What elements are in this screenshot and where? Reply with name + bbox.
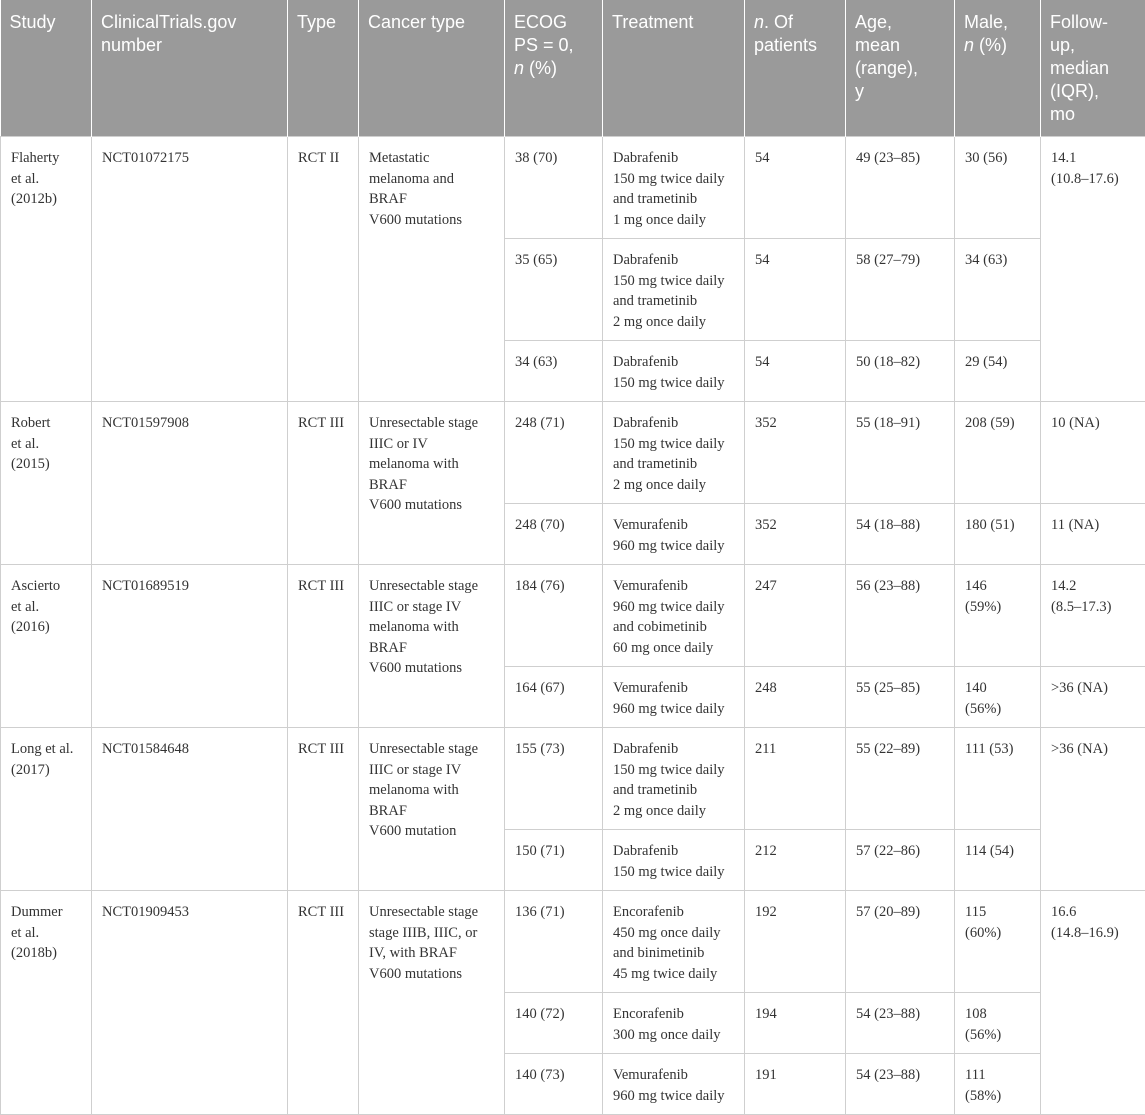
ecog-cell-text: 248 (71) — [515, 413, 592, 434]
study-cell-text: (2017) — [11, 760, 81, 781]
ecog-cell — [505, 239, 603, 341]
treatment-cell-text: 150 mg twice daily — [613, 373, 734, 394]
cancer-type-cell-text: melanoma with — [369, 780, 494, 801]
study-cell-text: Flaherty — [11, 148, 81, 169]
type-cell-text: RCT III — [298, 413, 348, 434]
ecog-cell — [505, 728, 603, 830]
treatment-cell-text: 960 mg twice daily — [613, 597, 734, 618]
male-cell — [955, 137, 1041, 239]
male-cell-text: (56%) — [965, 1025, 1030, 1046]
ecog-cell — [505, 137, 603, 239]
nct-number-cell-text: NCT01689519 — [102, 576, 277, 597]
treatment-cell — [603, 565, 745, 667]
age-cell — [846, 402, 955, 504]
cancer-type-cell — [359, 565, 505, 728]
male-cell-text: (60%) — [965, 923, 1030, 944]
follow-up-cell-text: (10.8–17.6) — [1051, 169, 1135, 190]
cancer-type-cell-text: Unresectable stage — [369, 413, 494, 434]
ecog-cell-text: 140 (73) — [515, 1065, 592, 1086]
age-cell-text: 57 (22–86) — [856, 841, 944, 862]
treatment-cell-text: Encorafenib — [613, 902, 734, 923]
treatment-cell-text: 960 mg twice daily — [613, 1086, 734, 1107]
type-cell — [288, 891, 359, 1115]
type-cell-text: RCT II — [298, 148, 348, 169]
cancer-type-cell-text: stage IIIB, IIIC, or — [369, 923, 494, 944]
treatment-cell-text: and trametinib — [613, 189, 734, 210]
male-cell-text: 29 (54) — [965, 352, 1030, 373]
treatment-cell — [603, 137, 745, 239]
treatment-cell — [603, 891, 745, 993]
cancer-type-cell-text: BRAF — [369, 475, 494, 496]
treatment-cell-text: 1 mg once daily — [613, 210, 734, 231]
age-cell-text: 54 (18–88) — [856, 515, 944, 536]
treatment-cell-text: 150 mg twice daily — [613, 760, 734, 781]
treatment-cell — [603, 1054, 745, 1115]
n-patients-cell-text: 352 — [755, 515, 835, 536]
follow-up-cell-text: 16.6 — [1051, 902, 1135, 923]
n-patients-cell-text: 54 — [755, 148, 835, 169]
type-cell-text: RCT III — [298, 902, 348, 923]
header-ecog: ECOG PS = 0, n (%) — [505, 0, 603, 137]
treatment-cell-text: 450 mg once daily — [613, 923, 734, 944]
male-cell — [955, 1054, 1041, 1115]
ecog-cell-text: 150 (71) — [515, 841, 592, 862]
ecog-cell — [505, 1054, 603, 1115]
ecog-cell-text: 184 (76) — [515, 576, 592, 597]
n-patients-cell — [745, 137, 846, 239]
n-patients-cell — [745, 565, 846, 667]
follow-up-cell-text: (14.8–16.9) — [1051, 923, 1135, 944]
male-cell-text: 111 (53) — [965, 739, 1030, 760]
age-cell-text: 55 (22–89) — [856, 739, 944, 760]
age-cell — [846, 667, 955, 728]
cancer-type-cell-text: IIIC or stage IV — [369, 760, 494, 781]
cancer-type-cell-text: melanoma with — [369, 454, 494, 475]
n-patients-cell — [745, 341, 846, 402]
male-cell — [955, 891, 1041, 993]
type-cell-text: RCT III — [298, 739, 348, 760]
cancer-type-cell-text: IIIC or stage IV — [369, 597, 494, 618]
treatment-cell-text: Dabrafenib — [613, 250, 734, 271]
cancer-type-cell-text: V600 mutation — [369, 821, 494, 842]
treatment-cell — [603, 504, 745, 565]
age-cell-text: 54 (23–88) — [856, 1065, 944, 1086]
male-cell-text: 111 — [965, 1065, 1030, 1086]
treatment-cell-text: Dabrafenib — [613, 148, 734, 169]
header-follow-up: Follow- up, median (IQR), mo — [1041, 0, 1145, 137]
study-cell — [1, 565, 92, 728]
header-n-patients: n. Of patients — [745, 0, 846, 137]
age-cell — [846, 565, 955, 667]
ecog-cell — [505, 891, 603, 993]
ecog-cell-text: 140 (72) — [515, 1004, 592, 1025]
nct-number-cell — [92, 565, 288, 728]
ecog-cell — [505, 504, 603, 565]
table-row — [1, 891, 1145, 993]
treatment-cell-text: and binimetinib — [613, 943, 734, 964]
cancer-type-cell-text: Metastatic — [369, 148, 494, 169]
header-age: Age, mean (range), y — [846, 0, 955, 137]
treatment-cell-text: 60 mg once daily — [613, 638, 734, 659]
treatment-cell-text: Vemurafenib — [613, 678, 734, 699]
n-patients-cell-text: 247 — [755, 576, 835, 597]
age-cell — [846, 830, 955, 891]
follow-up-cell — [1041, 137, 1145, 402]
treatment-cell-text: 150 mg twice daily — [613, 862, 734, 883]
ecog-cell-text: 38 (70) — [515, 148, 592, 169]
treatment-cell — [603, 402, 745, 504]
cancer-type-cell-text: melanoma and — [369, 169, 494, 190]
male-cell-text: 114 (54) — [965, 841, 1030, 862]
follow-up-cell-text: 10 (NA) — [1051, 413, 1135, 434]
cancer-type-cell-text: BRAF — [369, 638, 494, 659]
ecog-cell-text: 35 (65) — [515, 250, 592, 271]
study-cell-text: et al. — [11, 923, 81, 944]
follow-up-cell — [1041, 667, 1145, 728]
male-cell-text: 140 — [965, 678, 1030, 699]
follow-up-cell — [1041, 728, 1145, 891]
study-cell-text: et al. — [11, 597, 81, 618]
n-patients-cell — [745, 667, 846, 728]
age-cell-text: 55 (18–91) — [856, 413, 944, 434]
study-cell-text: (2012b) — [11, 189, 81, 210]
table-header — [1, 0, 1145, 137]
nct-number-cell-text: NCT01072175 — [102, 148, 277, 169]
study-cell — [1, 137, 92, 402]
study-cell-text: (2016) — [11, 617, 81, 638]
n-patients-cell-text: 54 — [755, 250, 835, 271]
type-cell-text: RCT III — [298, 576, 348, 597]
cancer-type-cell-text: BRAF — [369, 801, 494, 822]
cancer-type-cell-text: V600 mutations — [369, 964, 494, 985]
n-patients-cell-text: 194 — [755, 1004, 835, 1025]
ecog-cell — [505, 667, 603, 728]
male-cell-text: 115 — [965, 902, 1030, 923]
treatment-cell-text: Vemurafenib — [613, 576, 734, 597]
ecog-cell — [505, 565, 603, 667]
nct-number-cell-text: NCT01584648 — [102, 739, 277, 760]
male-cell-text: 30 (56) — [965, 148, 1030, 169]
n-patients-cell-text: 248 — [755, 678, 835, 699]
study-cell-text: et al. — [11, 169, 81, 190]
n-patients-cell-text: 192 — [755, 902, 835, 923]
type-cell — [288, 402, 359, 565]
treatment-cell-text: 150 mg twice daily — [613, 169, 734, 190]
treatment-cell-text: Dabrafenib — [613, 352, 734, 373]
type-cell — [288, 565, 359, 728]
n-patients-cell — [745, 402, 846, 504]
age-cell-text: 50 (18–82) — [856, 352, 944, 373]
cancer-type-cell-text: V600 mutations — [369, 210, 494, 231]
ecog-cell-text: 164 (67) — [515, 678, 592, 699]
treatment-cell — [603, 667, 745, 728]
study-cell-text: Robert — [11, 413, 81, 434]
type-cell — [288, 728, 359, 891]
age-cell-text: 49 (23–85) — [856, 148, 944, 169]
cancer-type-cell — [359, 891, 505, 1115]
male-cell — [955, 830, 1041, 891]
study-cell — [1, 891, 92, 1115]
male-cell-text: (59%) — [965, 597, 1030, 618]
header-study: Study — [1, 0, 92, 137]
cancer-type-cell — [359, 137, 505, 402]
study-cell-text: (2018b) — [11, 943, 81, 964]
study-cell — [1, 402, 92, 565]
treatment-cell-text: Dabrafenib — [613, 739, 734, 760]
n-patients-cell — [745, 1054, 846, 1115]
n-patients-cell-text: 191 — [755, 1065, 835, 1086]
age-cell — [846, 137, 955, 239]
cancer-type-cell-text: melanoma with — [369, 617, 494, 638]
cancer-type-cell-text: V600 mutations — [369, 658, 494, 679]
male-cell-text: 146 — [965, 576, 1030, 597]
nct-number-cell-text: NCT01909453 — [102, 902, 277, 923]
age-cell — [846, 891, 955, 993]
n-patients-cell — [745, 239, 846, 341]
study-cell-text: Long et al. — [11, 739, 81, 760]
male-cell-text: 108 — [965, 1004, 1030, 1025]
age-cell-text: 58 (27–79) — [856, 250, 944, 271]
study-cell-text: (2015) — [11, 454, 81, 475]
age-cell-text: 54 (23–88) — [856, 1004, 944, 1025]
ecog-cell-text: 155 (73) — [515, 739, 592, 760]
follow-up-cell-text: (8.5–17.3) — [1051, 597, 1135, 618]
cancer-type-cell-text: Unresectable stage — [369, 576, 494, 597]
header-treatment: Treatment — [603, 0, 745, 137]
n-patients-cell — [745, 504, 846, 565]
male-cell — [955, 728, 1041, 830]
header-nct-number: ClinicalTrials.gov number — [92, 0, 288, 137]
treatment-cell-text: Encorafenib — [613, 1004, 734, 1025]
follow-up-cell-text: 11 (NA) — [1051, 515, 1135, 536]
header-cancer-type: Cancer type — [359, 0, 505, 137]
table-row — [1, 565, 1145, 667]
treatment-cell-text: 150 mg twice daily — [613, 434, 734, 455]
treatment-cell — [603, 239, 745, 341]
cancer-type-cell — [359, 402, 505, 565]
ecog-cell — [505, 993, 603, 1054]
n-patients-cell — [745, 830, 846, 891]
treatment-cell-text: 2 mg once daily — [613, 312, 734, 333]
treatment-cell-text: and trametinib — [613, 780, 734, 801]
age-cell-text: 57 (20–89) — [856, 902, 944, 923]
age-cell-text: 55 (25–85) — [856, 678, 944, 699]
treatment-cell-text: 960 mg twice daily — [613, 699, 734, 720]
treatment-cell-text: 2 mg once daily — [613, 801, 734, 822]
treatment-cell-text: and trametinib — [613, 454, 734, 475]
age-cell — [846, 728, 955, 830]
male-cell — [955, 667, 1041, 728]
follow-up-cell — [1041, 402, 1145, 504]
study-cell-text: et al. — [11, 434, 81, 455]
follow-up-cell-text: >36 (NA) — [1051, 739, 1135, 760]
n-patients-cell-text: 54 — [755, 352, 835, 373]
age-cell — [846, 239, 955, 341]
treatment-cell-text: Vemurafenib — [613, 1065, 734, 1086]
n-patients-cell-text: 352 — [755, 413, 835, 434]
study-cell-text: Ascierto — [11, 576, 81, 597]
treatment-cell-text: 45 mg twice daily — [613, 964, 734, 985]
male-cell-text: 180 (51) — [965, 515, 1030, 536]
age-cell — [846, 993, 955, 1054]
treatment-cell — [603, 993, 745, 1054]
cancer-type-cell — [359, 728, 505, 891]
male-cell-text: 34 (63) — [965, 250, 1030, 271]
cancer-type-cell-text: Unresectable stage — [369, 739, 494, 760]
nct-number-cell — [92, 891, 288, 1115]
treatment-cell-text: 300 mg once daily — [613, 1025, 734, 1046]
n-patients-cell — [745, 891, 846, 993]
nct-number-cell — [92, 402, 288, 565]
nct-number-cell — [92, 728, 288, 891]
ecog-cell-text: 136 (71) — [515, 902, 592, 923]
table-body — [1, 137, 1145, 1115]
male-cell — [955, 565, 1041, 667]
ecog-cell — [505, 402, 603, 504]
treatment-cell-text: 150 mg twice daily — [613, 271, 734, 292]
male-cell — [955, 239, 1041, 341]
table-row — [1, 402, 1145, 504]
male-cell-text: (56%) — [965, 699, 1030, 720]
table-row — [1, 137, 1145, 239]
follow-up-cell — [1041, 891, 1145, 1115]
cancer-type-cell-text: IV, with BRAF — [369, 943, 494, 964]
age-cell — [846, 341, 955, 402]
nct-number-cell-text: NCT01597908 — [102, 413, 277, 434]
cancer-type-cell-text: BRAF — [369, 189, 494, 210]
header-male: Male, n (%) — [955, 0, 1041, 137]
n-patients-cell-text: 211 — [755, 739, 835, 760]
treatment-cell — [603, 728, 745, 830]
treatment-cell-text: 960 mg twice daily — [613, 536, 734, 557]
n-patients-cell-text: 212 — [755, 841, 835, 862]
male-cell — [955, 402, 1041, 504]
table-row — [1, 728, 1145, 830]
male-cell-text: (58%) — [965, 1086, 1030, 1107]
type-cell — [288, 137, 359, 402]
study-cell — [1, 728, 92, 891]
ecog-cell-text: 34 (63) — [515, 352, 592, 373]
age-cell — [846, 504, 955, 565]
follow-up-cell — [1041, 504, 1145, 565]
treatment-cell-text: Dabrafenib — [613, 841, 734, 862]
treatment-cell-text: and cobimetinib — [613, 617, 734, 638]
male-cell — [955, 341, 1041, 402]
n-patients-cell — [745, 993, 846, 1054]
follow-up-cell-text: 14.1 — [1051, 148, 1135, 169]
treatment-cell-text: Dabrafenib — [613, 413, 734, 434]
study-cell-text: Dummer — [11, 902, 81, 923]
header-row — [1, 0, 1145, 137]
male-cell — [955, 993, 1041, 1054]
age-cell-text: 56 (23–88) — [856, 576, 944, 597]
cancer-type-cell-text: Unresectable stage — [369, 902, 494, 923]
follow-up-cell — [1041, 565, 1145, 667]
age-cell — [846, 1054, 955, 1115]
treatment-cell — [603, 830, 745, 891]
n-patients-cell — [745, 728, 846, 830]
treatment-cell-text: 2 mg once daily — [613, 475, 734, 496]
treatment-cell-text: Vemurafenib — [613, 515, 734, 536]
male-cell-text: 208 (59) — [965, 413, 1030, 434]
cancer-type-cell-text: IIIC or IV — [369, 434, 494, 455]
ecog-cell — [505, 341, 603, 402]
treatment-cell-text: and trametinib — [613, 291, 734, 312]
cancer-type-cell-text: V600 mutations — [369, 495, 494, 516]
nct-number-cell — [92, 137, 288, 402]
header-type: Type — [288, 0, 359, 137]
treatment-cell — [603, 341, 745, 402]
ecog-cell — [505, 830, 603, 891]
follow-up-cell-text: >36 (NA) — [1051, 678, 1135, 699]
follow-up-cell-text: 14.2 — [1051, 576, 1135, 597]
ecog-cell-text: 248 (70) — [515, 515, 592, 536]
male-cell — [955, 504, 1041, 565]
